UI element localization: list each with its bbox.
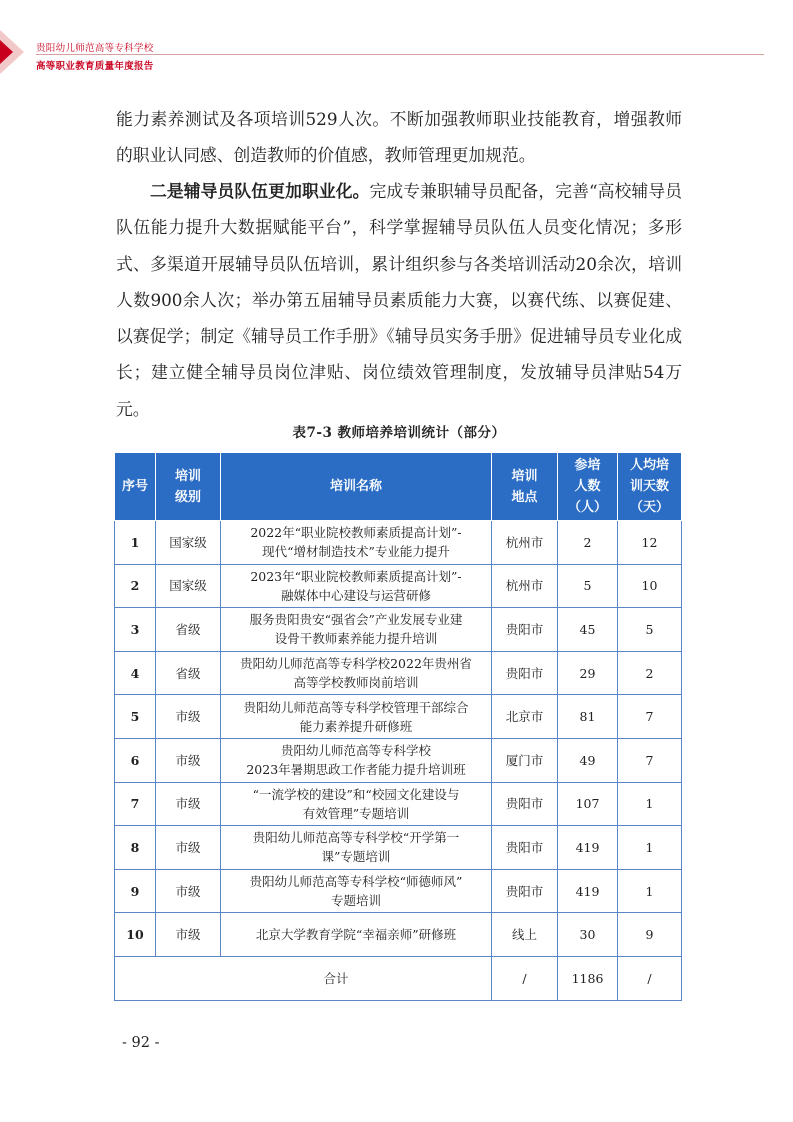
header-place-line2: 地点 bbox=[511, 489, 538, 505]
cell-people: 45 bbox=[558, 608, 618, 652]
table-row bbox=[115, 564, 682, 608]
cell-name-line: 贵阳幼儿师范高等专科学校“师德师风” bbox=[249, 874, 463, 890]
cell-name bbox=[221, 695, 492, 739]
table-row bbox=[115, 782, 682, 826]
cell-people: 5 bbox=[558, 564, 618, 608]
cell-no: 10 bbox=[115, 913, 156, 957]
cell-level: 国家级 bbox=[156, 564, 221, 608]
header-days-line2: 训天数 bbox=[629, 479, 669, 494]
cell-no: 1 bbox=[115, 521, 156, 565]
cell-people: 2 bbox=[558, 521, 618, 565]
cell-name-line: “一流学校的建设”和“校园文化建设与 bbox=[252, 786, 460, 802]
cell-days: 9 bbox=[618, 913, 682, 957]
table-row bbox=[115, 651, 682, 695]
cell-name bbox=[221, 913, 492, 957]
cell-no: 8 bbox=[115, 826, 156, 870]
table-row bbox=[115, 521, 682, 565]
header-people-line2: 人数 bbox=[574, 479, 601, 494]
cell-level: 省级 bbox=[156, 651, 221, 695]
cell-name bbox=[221, 782, 492, 826]
cell-level: 市级 bbox=[156, 869, 221, 913]
cell-name bbox=[221, 738, 492, 782]
cell-level: 市级 bbox=[156, 738, 221, 782]
cell-days: 2 bbox=[618, 651, 682, 695]
cell-name-line: 服务贵阳贵安“强省会”产业发展专业建 bbox=[249, 612, 463, 628]
cell-people: 107 bbox=[558, 782, 618, 826]
cell-name-line: 2023年“职业院校教师素质提高计划”- bbox=[250, 568, 462, 584]
cell-people: 30 bbox=[558, 913, 618, 957]
header-report-title: 高等职业教育质量年度报告 bbox=[36, 61, 154, 72]
cell-name bbox=[221, 826, 492, 870]
paragraph-teacher-training: 能力素养测试及各项培训529人次。不断加强教师职业技能教育，增强教师的职业认同感、创造教师的价值感，教师管理更加规范。 bbox=[116, 109, 682, 166]
cell-name-line: 2022年“职业院校教师素质提高计划”- bbox=[250, 525, 462, 541]
cell-people: 419 bbox=[558, 826, 618, 870]
table-header-row bbox=[115, 453, 682, 521]
cell-place: 北京市 bbox=[492, 695, 558, 739]
cell-name bbox=[221, 869, 492, 913]
cell-people: 419 bbox=[558, 869, 618, 913]
cell-no: 7 bbox=[115, 782, 156, 826]
cell-days: 12 bbox=[618, 521, 682, 565]
paragraph-body: 完成专兼职辅导员配备，完善“高校辅导员队伍能力提升大数据赋能平台”，科学掌握辅导员队伍人员变化情况；多形式、多渠道开展辅导员队伍培训，累计组织参与各类培训活动20余次，培训人数900余人次；举办第五届辅导员素质能力大赛，以赛代练、以赛促建、以赛促学；制定《辅导员工作手册》《辅导员实务手册》促进辅导员专业化成长；建立健全辅导员岗位津贴、岗位绩效管理制度，发放辅导员津贴54万元。 bbox=[116, 181, 682, 419]
table-row bbox=[115, 608, 682, 652]
cell-people: 81 bbox=[558, 695, 618, 739]
table-caption: 表7-3 教师培养培训统计（部分） bbox=[292, 425, 506, 441]
total-days: / bbox=[618, 956, 682, 1000]
header-level bbox=[156, 453, 221, 521]
cell-name-line: 设骨干教师素养能力提升培训 bbox=[274, 631, 438, 647]
header-level-line1: 培训 bbox=[174, 468, 201, 484]
cell-level: 省级 bbox=[156, 608, 221, 652]
header-days-line3: （天） bbox=[629, 500, 669, 515]
header-days-line1: 人均培 bbox=[629, 458, 669, 473]
cell-people: 29 bbox=[558, 651, 618, 695]
cell-name-line: 能力素养提升研修班 bbox=[299, 718, 413, 734]
header-name: 培训名称 bbox=[221, 453, 492, 521]
table-total-row bbox=[115, 956, 682, 1000]
training-statistics-table bbox=[114, 452, 682, 1001]
cell-name bbox=[221, 521, 492, 565]
header-place-line1: 培训 bbox=[511, 468, 538, 484]
cell-level: 市级 bbox=[156, 826, 221, 870]
cell-no: 4 bbox=[115, 651, 156, 695]
cell-days: 1 bbox=[618, 869, 682, 913]
table-row bbox=[115, 695, 682, 739]
cell-name-line: 课”专题培训 bbox=[321, 849, 391, 865]
header-people-line3: （人） bbox=[567, 500, 607, 515]
cell-days: 10 bbox=[618, 564, 682, 608]
header-no: 序号 bbox=[115, 453, 156, 521]
total-label: 合计 bbox=[115, 956, 492, 1000]
cell-name-line: 北京大学教育学院“幸福亲师”研修班 bbox=[255, 927, 457, 943]
page-number: - 92 - bbox=[122, 1035, 160, 1051]
table-row bbox=[115, 826, 682, 870]
cell-name-line: 专题培训 bbox=[330, 893, 381, 909]
cell-name bbox=[221, 651, 492, 695]
cell-level: 国家级 bbox=[156, 521, 221, 565]
cell-people: 49 bbox=[558, 738, 618, 782]
header-people-line1: 参培 bbox=[574, 458, 601, 473]
table-row bbox=[115, 869, 682, 913]
cell-no: 9 bbox=[115, 869, 156, 913]
cell-name-line: 现代“增材制造技术”专业能力提升 bbox=[262, 544, 450, 560]
cell-days: 1 bbox=[618, 826, 682, 870]
cell-no: 5 bbox=[115, 695, 156, 739]
cell-name-line: 有效管理”专题培训 bbox=[302, 805, 410, 821]
table-row bbox=[115, 913, 682, 957]
header-school-name: 贵阳幼儿师范高等专科学校 bbox=[36, 43, 154, 54]
cell-no: 2 bbox=[115, 564, 156, 608]
cell-place: 贵阳市 bbox=[492, 651, 558, 695]
cell-no: 6 bbox=[115, 738, 156, 782]
cell-place: 贵阳市 bbox=[492, 869, 558, 913]
cell-name bbox=[221, 608, 492, 652]
cell-name-line: 贵阳幼儿师范高等专科学校“开学第一 bbox=[252, 830, 460, 846]
cell-place: 线上 bbox=[492, 913, 558, 957]
header-accent-triangle bbox=[0, 40, 13, 64]
cell-days: 5 bbox=[618, 608, 682, 652]
total-people: 1186 bbox=[558, 956, 618, 1000]
cell-place: 杭州市 bbox=[492, 521, 558, 565]
total-place: / bbox=[492, 956, 558, 1000]
cell-place: 贵阳市 bbox=[492, 782, 558, 826]
cell-days: 7 bbox=[618, 695, 682, 739]
table-row bbox=[115, 738, 682, 782]
cell-name-line: 贵阳幼儿师范高等专科学校 bbox=[280, 743, 431, 759]
cell-no: 3 bbox=[115, 608, 156, 652]
cell-name-line: 贵阳幼儿师范高等专科学校2022年贵州省 bbox=[240, 656, 472, 672]
cell-place: 杭州市 bbox=[492, 564, 558, 608]
header-divider bbox=[36, 54, 764, 55]
cell-name bbox=[221, 564, 492, 608]
cell-name-line: 贵阳幼儿师范高等专科学校管理干部综合 bbox=[243, 699, 469, 715]
cell-name-line: 2023年暑期思政工作者能力提升培训班 bbox=[246, 762, 466, 778]
cell-level: 市级 bbox=[156, 695, 221, 739]
cell-place: 贵阳市 bbox=[492, 608, 558, 652]
cell-days: 1 bbox=[618, 782, 682, 826]
cell-name-line: 融媒体中心建设与运营研修 bbox=[280, 587, 431, 603]
cell-days: 7 bbox=[618, 738, 682, 782]
header-people bbox=[558, 453, 618, 521]
cell-place: 贵阳市 bbox=[492, 826, 558, 870]
cell-name-line: 高等学校教师岗前培训 bbox=[293, 675, 419, 691]
cell-level: 市级 bbox=[156, 913, 221, 957]
header-days bbox=[618, 453, 682, 521]
header-place bbox=[492, 453, 558, 521]
paragraph-lead: 二是辅导员队伍更加职业化。 bbox=[150, 181, 370, 201]
paragraph-counselor-team bbox=[116, 173, 682, 427]
cell-place: 厦门市 bbox=[492, 738, 558, 782]
cell-level: 市级 bbox=[156, 782, 221, 826]
header-level-line2: 级别 bbox=[174, 489, 201, 505]
